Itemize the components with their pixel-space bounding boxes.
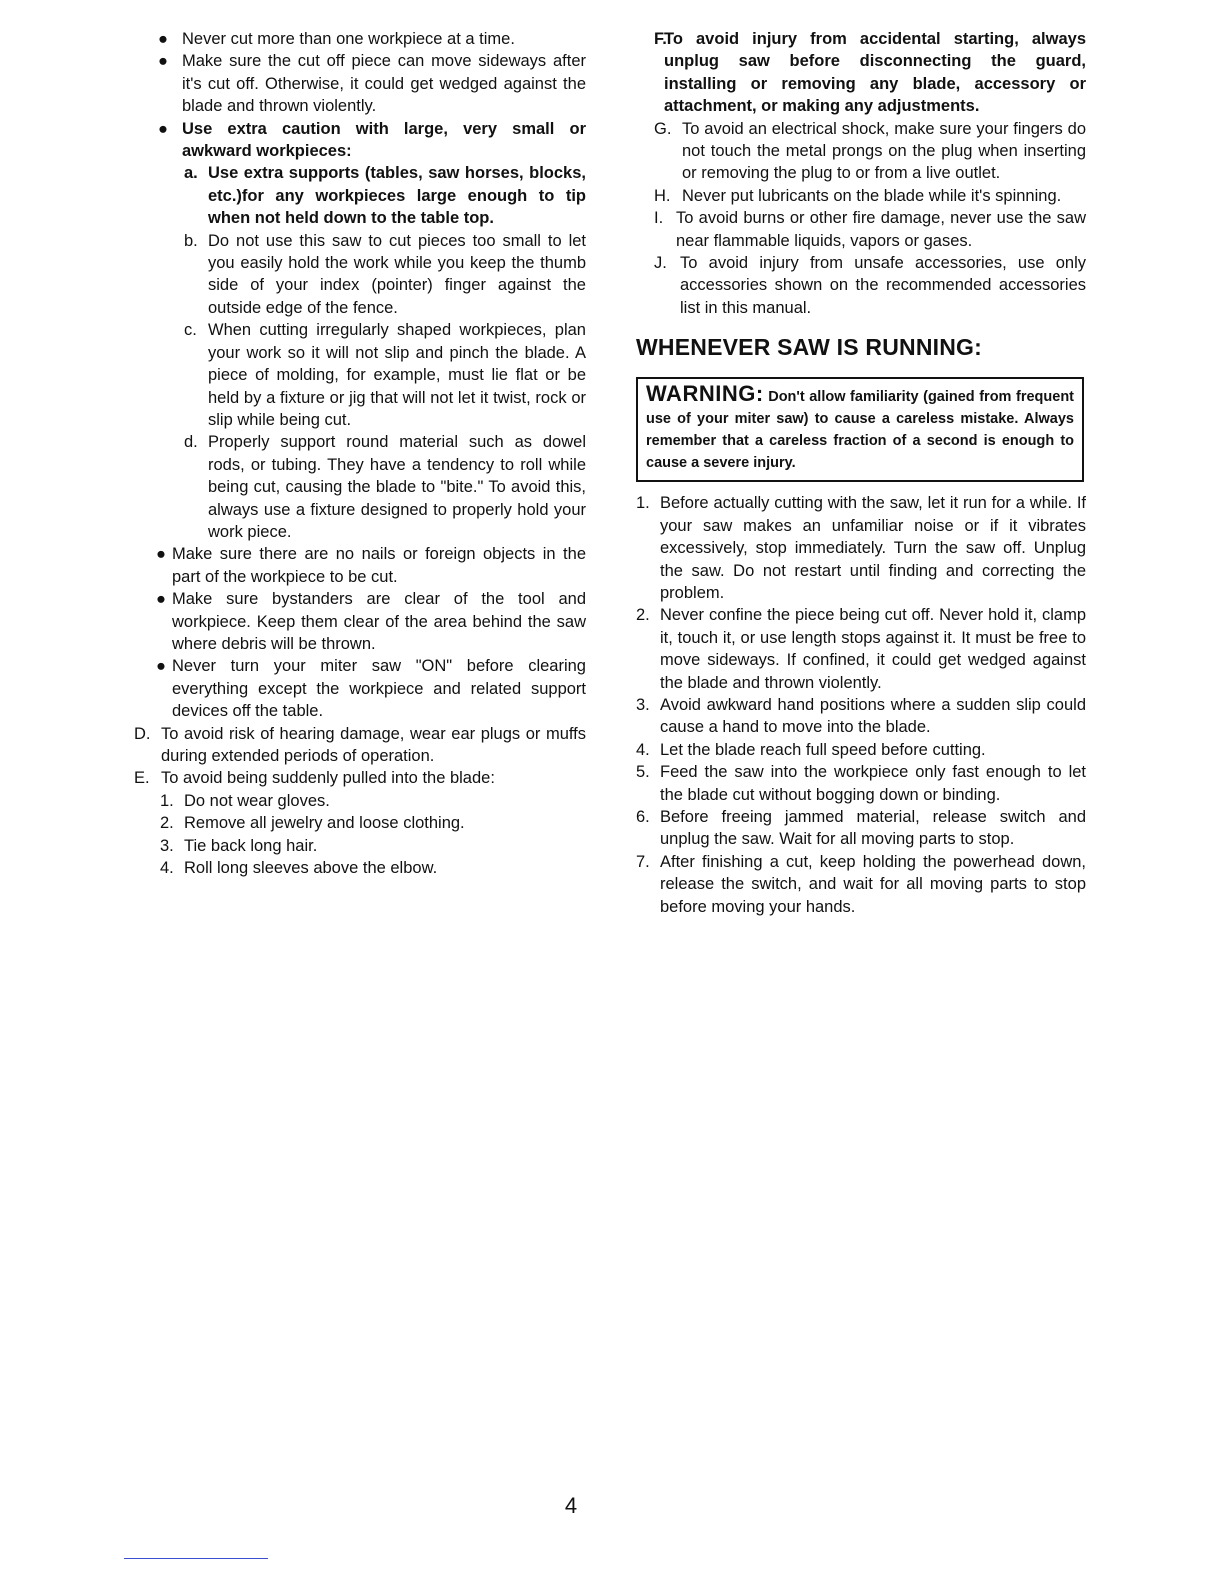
warning-text: Don't allow familiarity (gained from frequent use of your miter saw) to cause a careless mistake. Always remember that a careless fraction of a second is enough to cause a severe injury. bbox=[646, 389, 1075, 472]
sub-item bbox=[134, 162, 586, 229]
bullet-text: Never cut more than one workpiece at a time. bbox=[182, 30, 515, 48]
lettered-marker: I. bbox=[654, 209, 664, 228]
footer-rule bbox=[124, 1558, 268, 1559]
sub-item-marker: a. bbox=[184, 164, 198, 183]
lettered-text: To avoid injury from accidental starting, always unplug saw before disconnecting the guard, installing or removing any blade, accessory or attachment, or making any adjustments. bbox=[664, 30, 1086, 116]
lettered-text: Never put lubricants on the blade while it's spinning. bbox=[682, 186, 1062, 205]
numbered-text: Let the blade reach full speed before cutting. bbox=[660, 740, 986, 759]
numbered-item bbox=[134, 790, 586, 812]
lettered-marker: E. bbox=[134, 769, 150, 788]
numbered-marker: 7. bbox=[636, 852, 650, 871]
lettered-item bbox=[636, 252, 1086, 319]
lettered-marker: F. bbox=[654, 30, 667, 48]
right-column bbox=[636, 28, 1086, 918]
numbered-text: Before freeing jammed material, release switch and unplug the saw. Wait for all moving parts to stop. bbox=[660, 807, 1086, 849]
numbered-item bbox=[636, 604, 1086, 694]
bullet-marker: ● bbox=[156, 657, 166, 676]
numbered-text: Avoid awkward hand positions where a sudden slip could cause a hand to move into the blade. bbox=[660, 695, 1086, 737]
sub-item-text: Use extra supports (tables, saw horses, blocks, etc.)for any workpieces large enough to tip when not held down to the table top. bbox=[208, 164, 586, 228]
numbered-item bbox=[636, 492, 1086, 604]
numbered-marker: 4. bbox=[160, 859, 174, 878]
left-column bbox=[134, 28, 586, 879]
bullet-text: Never turn your miter saw "ON" before clearing everything except the workpiece and related support devices off the table. bbox=[172, 657, 586, 721]
lettered-text: To avoid risk of hearing damage, wear ear plugs or muffs during extended periods of operation. bbox=[161, 724, 586, 765]
numbered-marker: 2. bbox=[160, 814, 174, 833]
bullet-item bbox=[134, 543, 586, 588]
numbered-marker: 2. bbox=[636, 606, 650, 625]
numbered-marker: 5. bbox=[636, 763, 650, 782]
numbered-marker: 6. bbox=[636, 807, 650, 826]
numbered-item bbox=[134, 812, 586, 834]
numbered-item bbox=[636, 851, 1086, 918]
sub-item bbox=[134, 319, 586, 431]
lettered-item bbox=[636, 185, 1086, 207]
lettered-item bbox=[636, 207, 1086, 252]
numbered-item bbox=[134, 835, 586, 857]
bullet-text: Use extra caution with large, very small or awkward workpieces: bbox=[182, 119, 586, 161]
lettered-marker: J. bbox=[654, 254, 667, 273]
sub-item-text: Properly support round material such as dowel rods, or tubing. They have a tendency to roll while being cut, causing the blade to "bite." To avoid this, always use a fixture designed to properly hold your work piece. bbox=[208, 433, 586, 541]
bullet-marker: ● bbox=[158, 119, 168, 138]
bullet-text: Make sure the cut off piece can move sideways after it's cut off. Otherwise, it could get wedged against the blade and thrown violently. bbox=[182, 52, 586, 116]
sub-item-text: Do not use this saw to cut pieces too small to let you easily hold the work while you keep the thumb side of your index (pointer) finger against the outside edge of the fence. bbox=[208, 231, 586, 317]
lettered-item bbox=[636, 118, 1086, 185]
lettered-item bbox=[134, 767, 586, 789]
lettered-item bbox=[636, 28, 1086, 118]
bullet-item bbox=[134, 118, 586, 163]
lettered-text: To avoid being suddenly pulled into the blade: bbox=[161, 769, 495, 788]
lettered-marker: D. bbox=[134, 724, 151, 743]
bullet-item bbox=[134, 588, 586, 655]
lettered-text: To avoid injury from unsafe accessories, use only accessories shown on the recommended accessories list in this manual. bbox=[680, 254, 1086, 317]
sub-item-marker: d. bbox=[184, 433, 198, 452]
bullet-text: Make sure bystanders are clear of the tool and workpiece. Keep them clear of the area behind the saw where debris will be thrown. bbox=[172, 590, 586, 653]
section-heading: WHENEVER SAW IS RUNNING: bbox=[636, 334, 982, 361]
sub-item bbox=[134, 431, 586, 543]
lettered-text: To avoid an electrical shock, make sure your fingers do not touch the metal prongs on the plug when inserting or removing the plug to or from a live outlet. bbox=[682, 119, 1086, 183]
numbered-text: After finishing a cut, keep holding the powerhead down, release the switch, and wait for all moving parts to stop before moving your hands. bbox=[660, 852, 1086, 916]
bullet-item bbox=[134, 50, 586, 117]
numbered-text: Do not wear gloves. bbox=[184, 791, 330, 810]
numbered-text: Remove all jewelry and loose clothing. bbox=[184, 814, 465, 833]
bullet-text: Make sure there are no nails or foreign objects in the part of the workpiece to be cut. bbox=[172, 545, 586, 586]
bullet-item bbox=[134, 655, 586, 722]
bullet-marker: ● bbox=[158, 30, 168, 48]
numbered-item bbox=[636, 761, 1086, 806]
lettered-marker: H. bbox=[654, 186, 671, 205]
numbered-item bbox=[636, 806, 1086, 851]
numbered-marker: 1. bbox=[160, 791, 174, 810]
sub-item bbox=[134, 230, 586, 320]
warning-box bbox=[636, 377, 1084, 482]
numbered-text: Before actually cutting with the saw, let it run for a while. If your saw makes an unfamiliar noise or if it vibrates excessively, stop immediately. Turn the saw off. Unplug the saw. Do not restart until finding and correcting the problem. bbox=[660, 494, 1086, 602]
bullet-marker: ● bbox=[156, 590, 166, 609]
numbered-text: Roll long sleeves above the elbow. bbox=[184, 859, 438, 878]
lettered-item bbox=[134, 723, 586, 768]
numbered-text: Never confine the piece being cut off. Never hold it, clamp it, touch it, or use length stops against it. It must be free to move sideways. If confined, it could get wedged against the blade and thrown violently. bbox=[660, 606, 1086, 692]
warning-title: WARNING: bbox=[646, 381, 764, 407]
numbered-marker: 4. bbox=[636, 740, 650, 759]
numbered-item bbox=[134, 857, 586, 879]
lettered-text: To avoid burns or other fire damage, never use the saw near flammable liquids, vapors or gases. bbox=[676, 209, 1086, 250]
sub-item-marker: c. bbox=[184, 321, 197, 340]
bullet-marker: ● bbox=[158, 52, 168, 71]
numbered-text: Feed the saw into the workpiece only fast enough to let the blade cut without bogging down or binding. bbox=[660, 763, 1086, 804]
numbered-item bbox=[636, 739, 1086, 761]
bullet-item bbox=[134, 28, 586, 50]
page-number: 4 bbox=[564, 1493, 578, 1518]
numbered-marker: 3. bbox=[160, 836, 174, 855]
numbered-marker: 3. bbox=[636, 695, 650, 714]
numbered-marker: 1. bbox=[636, 494, 650, 513]
sub-item-text: When cutting irregularly shaped workpieces, plan your work so it will not slip and pinch the blade. A piece of molding, for example, must lie flat or be held by a fixture or jig that will not let it twist, rock or slip while being cut. bbox=[208, 321, 586, 429]
numbered-item bbox=[636, 694, 1086, 739]
numbered-text: Tie back long hair. bbox=[184, 836, 318, 855]
sub-item-marker: b. bbox=[184, 231, 198, 250]
lettered-marker: G. bbox=[654, 119, 672, 138]
bullet-marker: ● bbox=[156, 545, 166, 564]
